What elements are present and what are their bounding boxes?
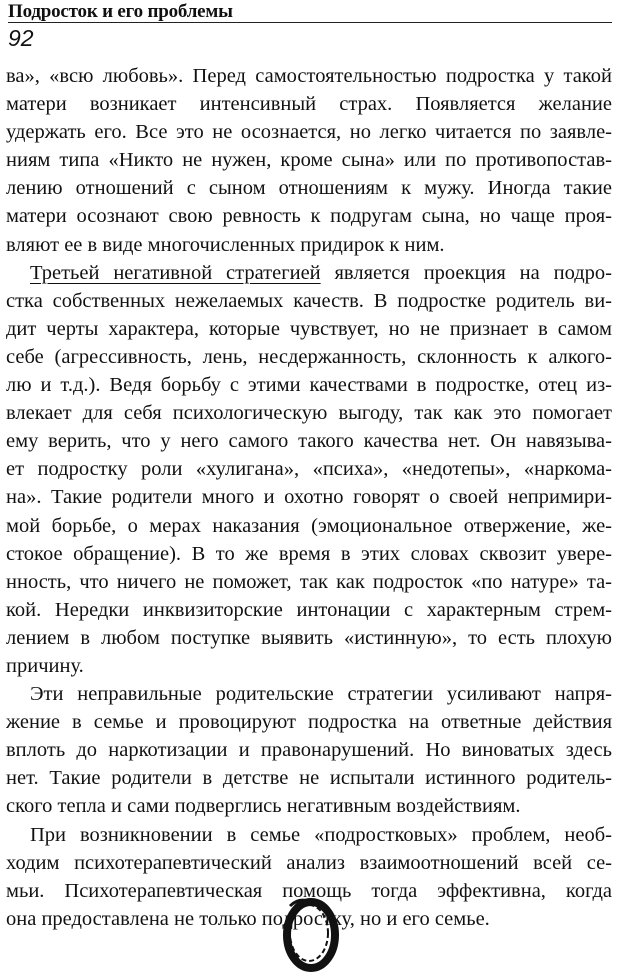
text-line: себе (агрессивность, лень, несдержанность, склонность к алкого- (6, 345, 612, 368)
text-line: на». Такие родители много и охотно говорят о своей непримири- (6, 486, 612, 509)
text-line: ниям типа «Никто не нужен, кроме сына» или по противопостав- (6, 149, 612, 172)
text-line: мьи. Психотерапевтическая помощь тогда эффективна, когда (6, 879, 612, 902)
text-line: лением в любом поступке выявить «истинную», то есть плохую (6, 626, 612, 649)
text-line: причину. (6, 654, 84, 677)
text-line: стокое обращение). В то же время в этих словах сквозит увере- (6, 542, 612, 565)
text-line: вплоть до наркотизации и правонарушений. Но виноватых здесь (6, 739, 612, 762)
text-line: вляют ее в виде многочисленных придирок к ним. (6, 233, 445, 256)
text-line: нет. Такие родители в детстве не испытали истинного родитель- (6, 767, 612, 790)
text-line: жение в семье и провоцируют подростка на ответные действия (6, 711, 612, 734)
header-rule (8, 22, 612, 23)
text-line: матери осознают свою ревность к подругам сына, но чаще проя- (6, 205, 612, 228)
text-line: ему верить, что у него самого такого качества нет. Он навязыва- (6, 430, 612, 453)
text-line: ва», «всю любовь». Перед самостоятельностью подростка у такой (6, 65, 612, 87)
text-line: ского тепла и сами подверглись негативным воздействиям. (6, 795, 521, 818)
text-line: лю и т.д.). Ведя борьбу с этими качествами в подростке, отец из- (6, 374, 612, 397)
text-line: она предоставлена не только подростку, но и его семье. (6, 907, 490, 930)
page-number: 92 (8, 25, 34, 51)
text-line: матери возникает интенсивный страх. Появляется желание (6, 93, 612, 116)
text-line: нность, что ничего не поможет, так как подросток «по натуре» та- (6, 570, 612, 593)
text-line: удержать его. Все это не осознается, но легко читается по заявле- (6, 121, 612, 144)
text-line: При возникновении в семье «подростковых» проблем, необ- (30, 823, 612, 846)
text-line-underlined: Третьей негативной стратегией является проекция на подро- (30, 261, 612, 284)
text-line: лению отношений с сыном отношениям к мужу. Иногда такие (6, 177, 612, 200)
text-line: стка собственных нежелаемых качеств. В подростке родитель ви- (6, 289, 612, 312)
page-header (8, 1, 612, 51)
text-line: мой борьбе, о мерах наказания (эмоциональное отвержение, же- (6, 514, 612, 537)
text-line: кой. Нередки инквизиторские интонации с характерным стрем- (6, 598, 612, 621)
text-line: ет подростку роли «хулигана», «психа», «недотепы», «наркома- (6, 458, 612, 481)
ink-ring-stamp (278, 892, 344, 976)
text-line: Эти неправильные родительские стратегии усиливают напря- (30, 683, 612, 706)
text-line: влекает для себя психологическую выгоду, так как это помогает (6, 402, 612, 425)
body-text (6, 62, 612, 933)
text-line: дит черты характера, которые чувствует, но не признает в самом (6, 317, 612, 340)
running-title: Подросток и его проблемы (8, 1, 233, 22)
text-line: ходим психотерапевтический анализ взаимоотношений всей се- (6, 851, 612, 874)
underlined-phrase: Третьей негативной стратегией (30, 261, 321, 284)
